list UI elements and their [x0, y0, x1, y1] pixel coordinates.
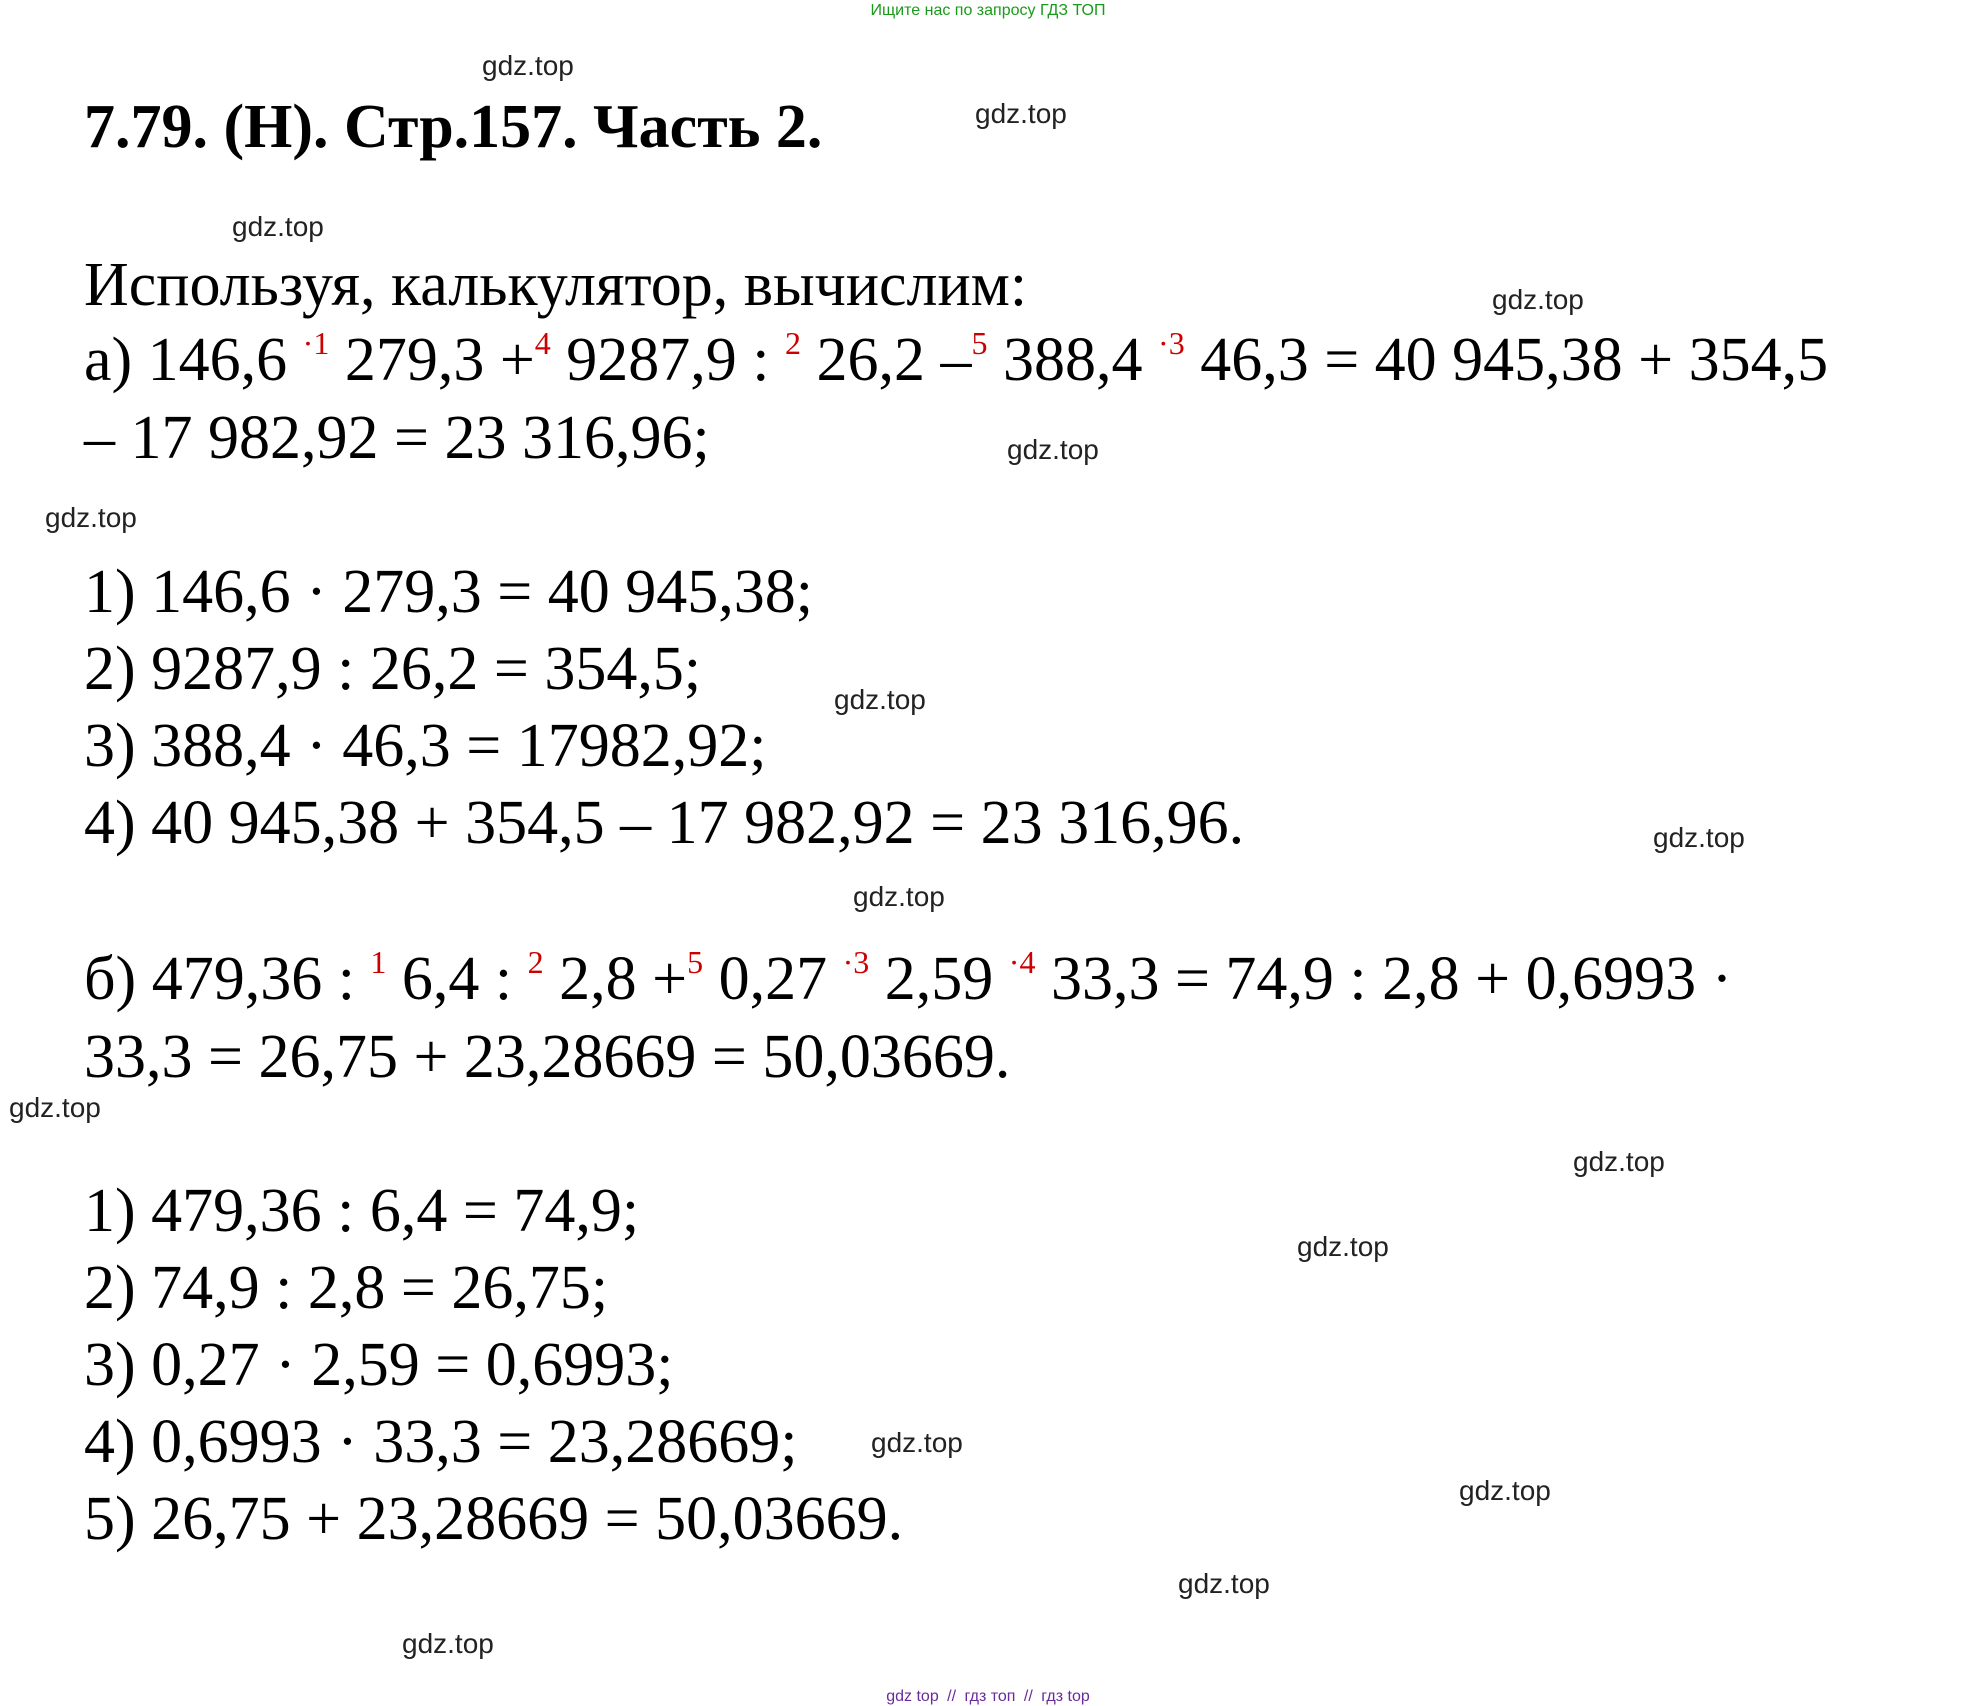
step-a-2: 2) 9287,9 : 26,2 = 354,5;: [84, 635, 702, 703]
part-a-text-4: 26,2 –: [801, 326, 972, 394]
watermark: gdz.top: [1007, 434, 1099, 465]
watermark: gdz.top: [871, 1427, 963, 1458]
watermark: gdz.top: [232, 211, 324, 242]
watermark: gdz.top: [402, 1628, 494, 1659]
watermark: gdz.top: [975, 98, 1067, 129]
order-mark-4: 4: [534, 325, 551, 361]
part-a-expression: [84, 325, 1828, 396]
page-title: 7.79. (Н). Стр.157. Часть 2.: [84, 93, 823, 161]
part-a-text-2: 279,3 +: [329, 326, 535, 394]
step-b-5: 5) 26,75 + 23,28669 = 50,03669.: [84, 1485, 904, 1553]
order-mark-3: ·3: [1158, 325, 1185, 361]
step-a-3: 3) 388,4 · 46,3 = 17982,92;: [84, 712, 767, 780]
step-b-2: 2) 74,9 : 2,8 = 26,75;: [84, 1254, 609, 1322]
watermark: gdz.top: [1178, 1568, 1270, 1599]
watermark: gdz.top: [9, 1092, 101, 1123]
part-b-text-4: 0,27: [703, 945, 843, 1013]
watermark: gdz.top: [834, 684, 926, 715]
footer-link[interactable]: гдз top: [1041, 1688, 1090, 1705]
watermark: gdz.top: [1573, 1146, 1665, 1177]
order-mark-5: 5: [971, 325, 988, 361]
part-b-text-1: б) 479,36 :: [84, 945, 371, 1013]
part-b-text-5: 2,59: [869, 945, 1009, 1013]
part-a-line-2: – 17 982,92 = 23 316,96;: [84, 404, 710, 472]
footer-link[interactable]: гдз топ: [964, 1688, 1016, 1705]
step-b-3: 3) 0,27 · 2,59 = 0,6993;: [84, 1331, 674, 1399]
part-b-text-3: 2,8 +: [543, 945, 688, 1013]
part-b-line-2: 33,3 = 26,75 + 23,28669 = 50,03669.: [84, 1023, 1011, 1091]
top-search-note: Ищите нас по запросу ГДЗ ТОП: [870, 2, 1106, 19]
intro-text: Используя, калькулятор, вычислим:: [84, 251, 1028, 319]
part-b-text-6: 33,3 = 74,9 : 2,8 + 0,6993 ·: [1035, 945, 1733, 1013]
part-b-text-2: 6,4 :: [386, 945, 528, 1013]
order-mark-1: 1: [370, 944, 387, 980]
watermark: gdz.top: [482, 50, 574, 81]
step-b-1: 1) 479,36 : 6,4 = 74,9;: [84, 1177, 640, 1245]
watermark: gdz.top: [1653, 822, 1745, 853]
step-a-4: 4) 40 945,38 + 354,5 – 17 982,92 = 23 316,96.: [84, 789, 1245, 857]
part-a-text-1: а) 146,6: [84, 326, 303, 394]
order-mark-4: ·4: [1008, 944, 1036, 980]
order-mark-1: ·1: [302, 325, 330, 361]
order-mark-5: 5: [687, 944, 704, 980]
part-a-text-5: 388,4: [987, 326, 1159, 394]
watermark: gdz.top: [1297, 1231, 1389, 1262]
step-a-1: 1) 146,6 · 279,3 = 40 945,38;: [84, 558, 813, 626]
order-mark-2: 2: [527, 944, 544, 980]
watermark: gdz.top: [1459, 1475, 1551, 1506]
watermark: gdz.top: [45, 502, 137, 533]
watermark: gdz.top: [1492, 284, 1584, 315]
part-a-text-6: 46,3 = 40 945,38 + 354,5: [1184, 326, 1829, 394]
order-mark-2: 2: [785, 325, 802, 361]
order-mark-3: ·3: [842, 944, 870, 980]
part-b-expression: [84, 944, 1732, 1015]
footer-separator: //: [947, 1688, 957, 1705]
part-a-text-3: 9287,9 :: [550, 326, 786, 394]
step-b-4: 4) 0,6993 · 33,3 = 23,28669;: [84, 1408, 798, 1476]
footer-link[interactable]: gdz top: [886, 1688, 939, 1705]
footer-separator: //: [1023, 1688, 1033, 1705]
watermark: gdz.top: [853, 881, 945, 912]
footer-links: [0, 1688, 1976, 1706]
